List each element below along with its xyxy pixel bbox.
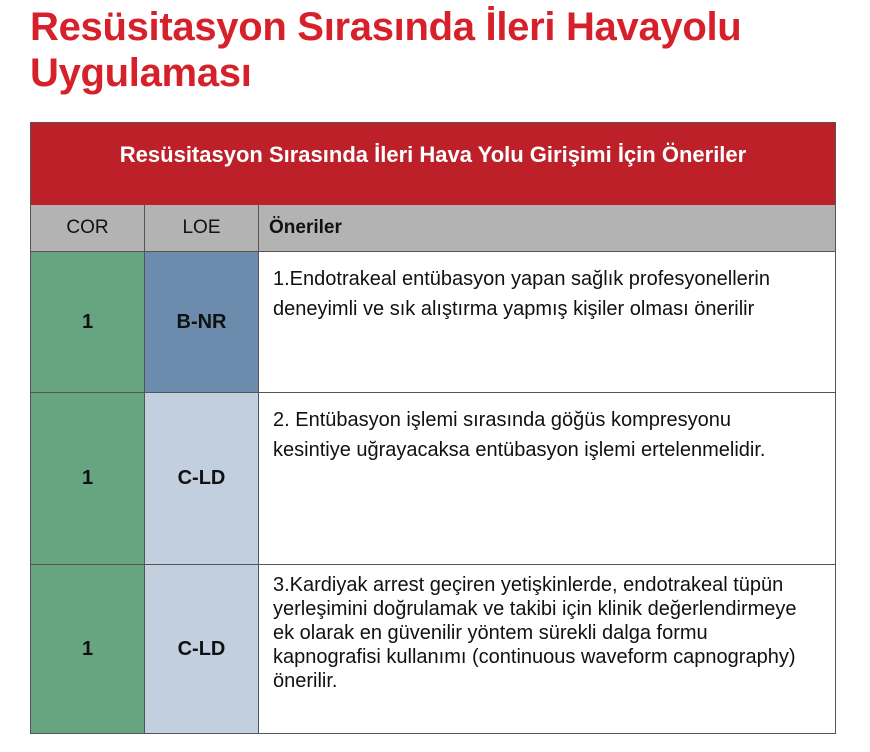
- recommendations-table: [30, 122, 836, 734]
- column-header-row: [31, 205, 835, 251]
- page-title: Resüsitasyon Sırasında İleri Havayolu Uygulaması: [30, 5, 742, 95]
- cor-cell: 1: [31, 565, 145, 733]
- recommendation-cell: 2. Entübasyon işlemi sırasında göğüs kompresyonu kesintiye uğrayacaksa entübasyon işlemi ertelenmelidir.: [259, 393, 835, 564]
- loe-cell: B-NR: [145, 252, 259, 392]
- loe-cell: C-LD: [145, 565, 259, 733]
- column-header-recommendations: Öneriler: [269, 217, 342, 238]
- table-header: Resüsitasyon Sırasında İleri Hava Yolu Girişimi İçin Öneriler: [31, 123, 835, 205]
- recommendation-cell: 3.Kardiyak arrest geçiren yetişkinlerde, endotrakeal tüpün yerleşimini doğrulamak ve takibi için klinik değerlendirmeye ek olarak en güvenilir yöntem sürekli dalga formu kapnografisi kullanımı (continuous waveform capnography) önerilir.: [259, 565, 835, 733]
- column-header-cor: COR: [31, 205, 145, 251]
- column-header-loe: LOE: [145, 205, 259, 251]
- cor-cell: 1: [31, 252, 145, 392]
- table-row: [31, 564, 835, 733]
- table-row: [31, 251, 835, 392]
- table-row: [31, 392, 835, 564]
- recommendation-cell: 1.Endotrakeal entübasyon yapan sağlık profesyonellerin deneyimli ve sık alıştırma yapmış kişiler olması önerilir: [259, 252, 835, 392]
- cor-cell: 1: [31, 393, 145, 564]
- loe-cell: C-LD: [145, 393, 259, 564]
